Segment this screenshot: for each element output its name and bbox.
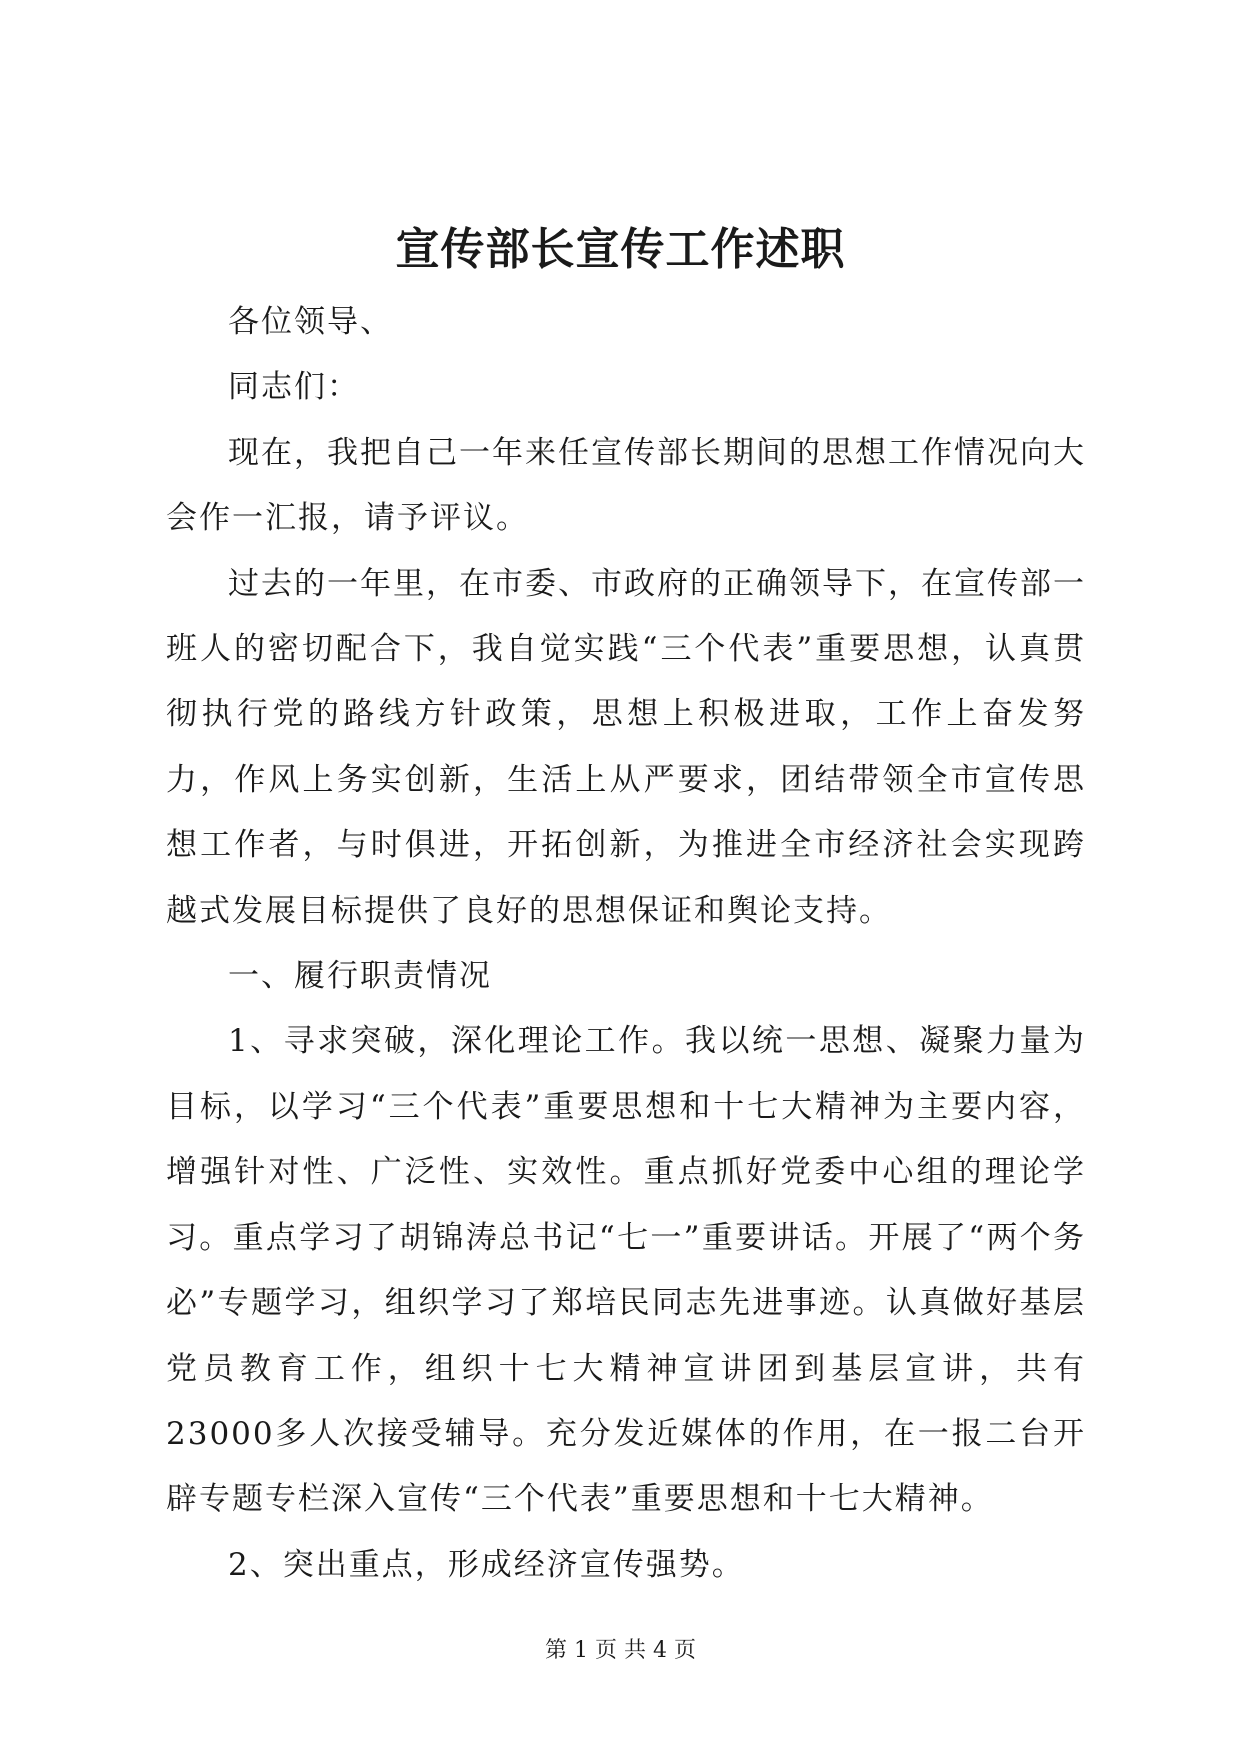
document-body bbox=[166, 290, 1086, 1598]
economic-publicity-paragraph: 2、突出重点，形成经济宣传强势。 bbox=[228, 1546, 745, 1583]
section-heading-duties: 一、履行职责情况 bbox=[228, 958, 492, 995]
document-title: 宣传部长宣传工作述职 bbox=[395, 224, 846, 275]
overview-paragraph: 过去的一年里，在市委、市政府的正确领导下，在宣传部一班人的密切配合下，我自觉实践“三个代表”重要思想，认真贯彻执行党的路线方针政策，思想上积极进取，工作上奋发努力，作风上务实创新，生活上从严要求，团结带领全市宣传思想工作者，与时俱进，开拓创新，为推进全市经济社会实现跨越式发展目标提供了良好的思想保证和舆论支持。 bbox=[166, 565, 1086, 929]
intro-paragraph: 现在，我把自己一年来任宣传部长期间的思想工作情况向大会作一汇报，请予评议。 bbox=[166, 434, 1086, 537]
page-footer bbox=[0, 1636, 1241, 1666]
page-number: 第 1 页 共 4 页 bbox=[545, 1638, 696, 1663]
salutation-leaders: 各位领导、 bbox=[228, 304, 393, 340]
salutation-comrades: 同志们： bbox=[228, 369, 360, 406]
theory-work-paragraph: 1、寻求突破，深化理论工作。我以统一思想、凝聚力量为目标，以学习“三个代表”重要思想和十七大精神为主要内容，增强针对性、广泛性、实效性。重点抓好党委中心组的理论学习。重点学习了胡锦涛总书记“七一”重要讲话。开展了“两个务必”专题学习，组织学习了郑培民同志先进事迹。认真做好基层党员教育工作，组织十七大精神宣讲团到基层宣讲，共有23000多人次接受辅导。充分发近媒体的作用，在一报二台开辟专题专栏深入宣传“三个代表”重要思想和十七大精神。 bbox=[166, 1023, 1086, 1518]
